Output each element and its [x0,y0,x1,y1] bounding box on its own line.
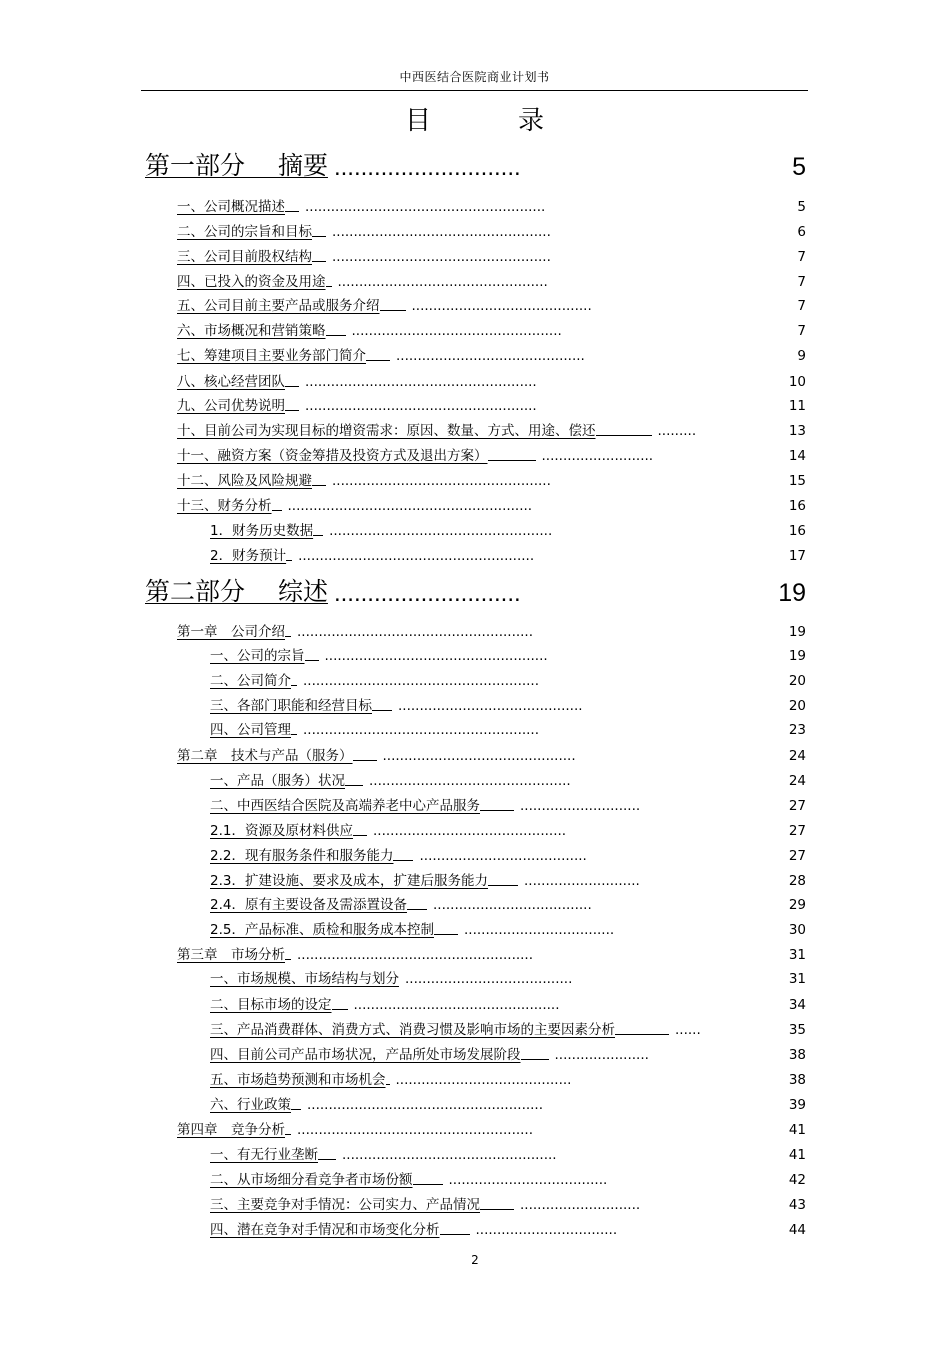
toc-entry-label: 一、公司的宗旨 [210,648,305,664]
toc-entry[interactable] [177,292,806,314]
toc-dot-leader: ...................... [554,1047,649,1063]
toc-dot-leader: .................................................. [342,1147,557,1163]
toc-page-number: 41 [788,1122,806,1138]
toc-entry-underline-tail [353,834,367,836]
toc-entry[interactable] [210,1066,806,1088]
toc-entry-underline-tail [386,1083,390,1085]
toc-entry[interactable] [210,1191,806,1213]
toc-dot-leader: ....................................................... [303,722,540,738]
toc-entry-label: 2.1．资源及原材料供应 [210,823,353,839]
toc-dot-leader: ....................................................... [303,673,540,689]
toc-entry-label: 一、有无行业垄断 [210,1147,318,1163]
toc-entry-label: 一、产品（服务）状况 [210,773,345,789]
toc-entry-underline-tail [332,1008,348,1010]
toc-page-number: 43 [788,1197,806,1213]
toc-entry-label: 第四章 竞争分析 [177,1122,285,1138]
toc-entry-label: 1．财务历史数据 [210,523,314,539]
toc-page-number: 15 [788,473,806,489]
running-header: 中西医结合医院商业计划书 [399,70,550,84]
toc-entry-underline-tail [291,684,297,686]
toc-page-number: 7 [797,274,806,290]
toc-entry-label: 七、筹建项目主要业务部门简介 [177,348,366,364]
toc-page-number: 31 [788,971,806,987]
toc-entry-underline-tail [440,1233,470,1235]
toc-entry[interactable] [177,618,806,640]
toc-entry-underline-tail [291,733,297,735]
toc-entry-label: 四、潜在竞争对手情况和市场变化分析 [210,1222,440,1238]
toc-dot-leader: .......................................... [411,298,592,314]
toc-dot-leader: ....................................................... [307,1097,544,1113]
toc-entry-underline-tail [305,659,319,661]
toc-page-number: 35 [788,1022,806,1038]
toc-entry-label: 十二、风险及风险规避 [177,473,312,489]
toc-entry[interactable] [210,1041,806,1063]
toc-entry-label: 四、已投入的资金及用途 [177,274,326,290]
toc-page-number: 30 [788,922,806,938]
toc-dot-leader: ....................................................... [297,1122,534,1138]
toc-entry-label: 二、从市场细分看竞争者市场份额 [210,1172,413,1188]
toc-entry-underline-tail [285,409,299,411]
toc-entry[interactable] [210,1141,806,1163]
toc-page-number: 5 [797,199,806,215]
toc-entry-label: 十、目前公司为实现目标的增资需求：原因、数量、方式、用途、偿还 [177,423,596,439]
toc-page-number: 14 [788,448,806,464]
toc-entry[interactable] [177,342,806,364]
toc-page-number: 38 [788,1072,806,1088]
toc-dot-leader: ................................................. [337,274,548,290]
toc-entry[interactable] [210,867,806,889]
toc-page-number: 7 [797,249,806,265]
toc-entry-underline-tail [285,210,299,212]
toc-entry[interactable] [210,1091,806,1113]
toc-page-number: 20 [788,673,806,689]
toc-entry[interactable] [177,742,806,764]
toc-entry-label: 三、产品消费群体、消费方式、消费习惯及影响市场的主要因素分析 [210,1022,615,1038]
toc-entry-underline-tail [318,1158,336,1160]
toc-entry-underline-tail [313,534,323,536]
toc-entry-underline-tail [345,784,363,786]
toc-dot-leader: ......... [657,423,697,439]
toc-entry-label: 三、各部门职能和经营目标 [210,698,372,714]
toc-page-number: 16 [788,523,806,539]
toc-entry[interactable] [210,817,806,839]
toc-entry-underline-tail [372,709,392,711]
toc-dot-leader: ................................... [463,922,615,938]
toc-page-number: 7 [797,323,806,339]
toc-dot-leader: ................................................ [353,997,560,1013]
toc-entry-label: 第一章 公司介绍 [177,624,285,640]
toc-entry[interactable] [177,941,806,963]
toc-dot-leader: ............................ [520,798,641,814]
toc-entry-label: 四、目前公司产品市场状况，产品所处市场发展阶段 [210,1047,521,1063]
toc-entry-underline-tail [521,1058,549,1060]
toc-dot-leader: ...... [675,1022,701,1038]
toc-page-number: 6 [797,224,806,240]
toc-page-number: 29 [788,897,806,913]
toc-entry[interactable] [210,667,806,689]
toc-dot-leader: ............................ [333,154,521,181]
toc-entry[interactable] [210,716,806,738]
toc-entry-underline-tail [353,759,377,761]
toc-entry-label: 九、公司优势说明 [177,398,285,414]
toc-dot-leader: .................................................... [324,648,548,664]
toc-entry[interactable] [210,916,806,938]
toc-entry-label: 二、公司简介 [210,673,291,689]
toc-dot-leader: ....................................... [405,971,573,987]
toc-dot-leader: ......................................................... [287,498,533,514]
toc-entry-label: 四、公司管理 [210,722,291,738]
toc-entry[interactable] [210,1216,806,1238]
toc-page-number: 34 [788,997,806,1013]
toc-page-number: 11 [788,398,806,414]
toc-page-number: 31 [788,947,806,963]
toc-entry[interactable] [210,692,806,714]
toc-page-number: 28 [788,873,806,889]
toc-part-2[interactable] [145,574,806,608]
toc-dot-leader: ........................... [523,873,640,889]
toc-dot-leader: .......................... [541,448,654,464]
toc-entry-label: 2.2．现有服务条件和服务能力 [210,848,394,864]
toc-entry-label: 第三章 市场分析 [177,947,285,963]
toc-entry-label: 十三、财务分析 [177,498,272,514]
toc-entry-underline-tail [407,908,427,910]
toc-entry-label: 2.4．原有主要设备及需添置设备 [210,897,407,913]
toc-entry-label: 二、中西医结合医院及高端养老中心产品服务 [210,798,480,814]
toc-entry[interactable] [210,767,806,789]
toc-part-label: 第二部分 综述 [145,577,328,606]
toc-dot-leader: ....................................................... [297,947,534,963]
toc-dot-leader: ..................................... [432,897,592,913]
toc-page-number: 20 [788,698,806,714]
toc-page-number: 27 [788,798,806,814]
toc-dot-leader: ................................. [475,1222,618,1238]
toc-dot-leader: ................................................... [332,249,551,265]
toc-entry-label: 三、公司目前股权结构 [177,249,312,265]
toc-entry-underline-tail [413,1183,443,1185]
toc-entry-underline-tail [326,285,332,287]
toc-dot-leader: ...................................................... [305,398,537,414]
toc-entry-underline-tail [312,484,326,486]
toc-dot-leader: ......................................... [395,1072,572,1088]
toc-entry[interactable] [177,442,806,464]
toc-dot-leader: ................................................... [332,224,551,240]
toc-dot-leader: ............................................. [372,823,567,839]
toc-dot-leader: ........................................... [398,698,583,714]
toc-entry-label: 第二章 技术与产品（服务） [177,748,353,764]
toc-entry-label: 三、主要竞争对手情况：公司实力、产品情况 [210,1197,480,1213]
toc-entry[interactable] [177,467,806,489]
toc-entry-underline-tail [285,385,299,387]
toc-entry-label: 2．财务预计 [210,548,287,564]
toc-page-number: 38 [788,1047,806,1063]
toc-entry-underline-tail [285,1133,291,1135]
toc-page-number: 19 [778,579,806,607]
toc-entry-label: 二、公司的宗旨和目标 [177,224,312,240]
toc-entry[interactable] [177,492,806,514]
toc-page-number: 42 [788,1172,806,1188]
toc-entry-label: 六、行业政策 [210,1097,291,1113]
toc-entry-underline-tail [596,434,652,436]
toc-page-number: 44 [788,1222,806,1238]
toc-entry[interactable] [210,891,806,913]
toc-part-label: 第一部分 摘要 [145,151,328,180]
toc-entry[interactable] [210,642,806,664]
toc-page-number: 5 [792,153,806,181]
toc-page-number: 13 [788,423,806,439]
toc-entry-label: 2.3．扩建设施、要求及成本，扩建后服务能力 [210,873,488,889]
toc-entry-underline-tail [291,1108,301,1110]
toc-dot-leader: ............................................ [396,348,585,364]
toc-title-char-2: 录 [518,106,545,136]
toc-dot-leader: ...................................................... [305,374,537,390]
toc-title [405,100,545,137]
toc-page-number: 39 [788,1097,806,1113]
toc-page-number: 10 [788,374,806,390]
toc-dot-leader: ....................................................... [297,624,534,640]
toc-entry[interactable] [177,218,806,240]
toc-dot-leader: ........................................................ [305,199,546,215]
toc-page-number: 9 [797,348,806,364]
toc-entry[interactable] [210,1166,806,1188]
toc-entry-underline-tail [285,958,291,960]
toc-page-number: 27 [788,848,806,864]
toc-dot-leader: .................................................... [329,523,553,539]
toc-entry[interactable] [210,991,806,1013]
toc-entry-underline-tail [312,260,326,262]
toc-page-number: 24 [788,748,806,764]
toc-entry[interactable] [210,792,806,814]
toc-page-number: 24 [788,773,806,789]
toc-entry-label: 一、市场规模、市场结构与划分 [210,971,399,987]
toc-entry-underline-tail [326,334,346,336]
toc-entry[interactable] [177,268,806,290]
toc-entry-label: 六、市场概况和营销策略 [177,323,326,339]
page-number: 2 [471,1253,479,1267]
toc-dot-leader: ....................................................... [298,548,535,564]
toc-entry-underline-tail [393,859,413,861]
toc-page-number: 7 [797,298,806,314]
toc-entry[interactable] [177,392,806,414]
toc-dot-leader: ................................................... [332,473,551,489]
toc-entry-underline-tail [286,559,292,561]
toc-page-number: 19 [788,624,806,640]
toc-page-number: 19 [788,648,806,664]
toc-entry-underline-tail [366,359,390,361]
toc-entry-underline-tail [615,1033,669,1035]
toc-dot-leader: ............................................. [382,748,576,764]
toc-entry[interactable] [177,1116,806,1138]
toc-entry-label: 2.5．产品标准、质检和服务成本控制 [210,922,434,938]
toc-entry-label: 二、目标市场的设定 [210,997,332,1013]
toc-dot-leader: ............................ [520,1197,641,1213]
toc-entry-label: 五、公司目前主要产品或服务介绍 [177,298,380,314]
toc-page-number: 23 [788,722,806,738]
header-rule [141,90,808,91]
toc-entry[interactable] [177,317,806,339]
toc-part-1[interactable] [145,148,806,182]
toc-title-char-1: 目 [405,106,432,136]
toc-entry[interactable] [177,243,806,265]
toc-dot-leader: ............................ [333,580,521,607]
toc-entry-underline-tail [380,309,406,311]
toc-entry-underline-tail [480,809,514,811]
toc-dot-leader: ....................................... [419,848,587,864]
toc-entry-underline-tail [480,1208,514,1210]
toc-entry[interactable] [210,517,806,539]
toc-entry[interactable] [210,1016,806,1038]
toc-entry-underline-tail [285,635,291,637]
toc-dot-leader: ................................................. [351,323,562,339]
toc-entry[interactable] [210,842,806,864]
toc-entry-label: 五、市场趋势预测和市场机会 [210,1072,386,1088]
toc-entry[interactable] [210,965,806,987]
toc-dot-leader: ..................................... [448,1172,608,1188]
toc-entry-label: 一、公司概况描述 [177,199,285,215]
toc-entry[interactable] [177,193,806,215]
toc-entry-underline-tail [434,933,458,935]
toc-entry-label: 八、核心经营团队 [177,374,285,390]
toc-entry-underline-tail [488,459,536,461]
toc-entry-underline-tail [312,235,326,237]
toc-entry[interactable] [177,417,806,439]
toc-entry[interactable] [210,542,806,564]
toc-entry-underline-tail [488,884,518,886]
toc-page-number: 16 [788,498,806,514]
toc-entry-label: 十一、融资方案（资金筹措及投资方式及退出方案） [177,448,488,464]
toc-dot-leader: ............................................... [369,773,571,789]
toc-entry[interactable] [177,368,806,390]
toc-page-number: 27 [788,823,806,839]
toc-page-number: 17 [788,548,806,564]
toc-entry-underline-tail [272,509,282,511]
toc-page-number: 41 [788,1147,806,1163]
